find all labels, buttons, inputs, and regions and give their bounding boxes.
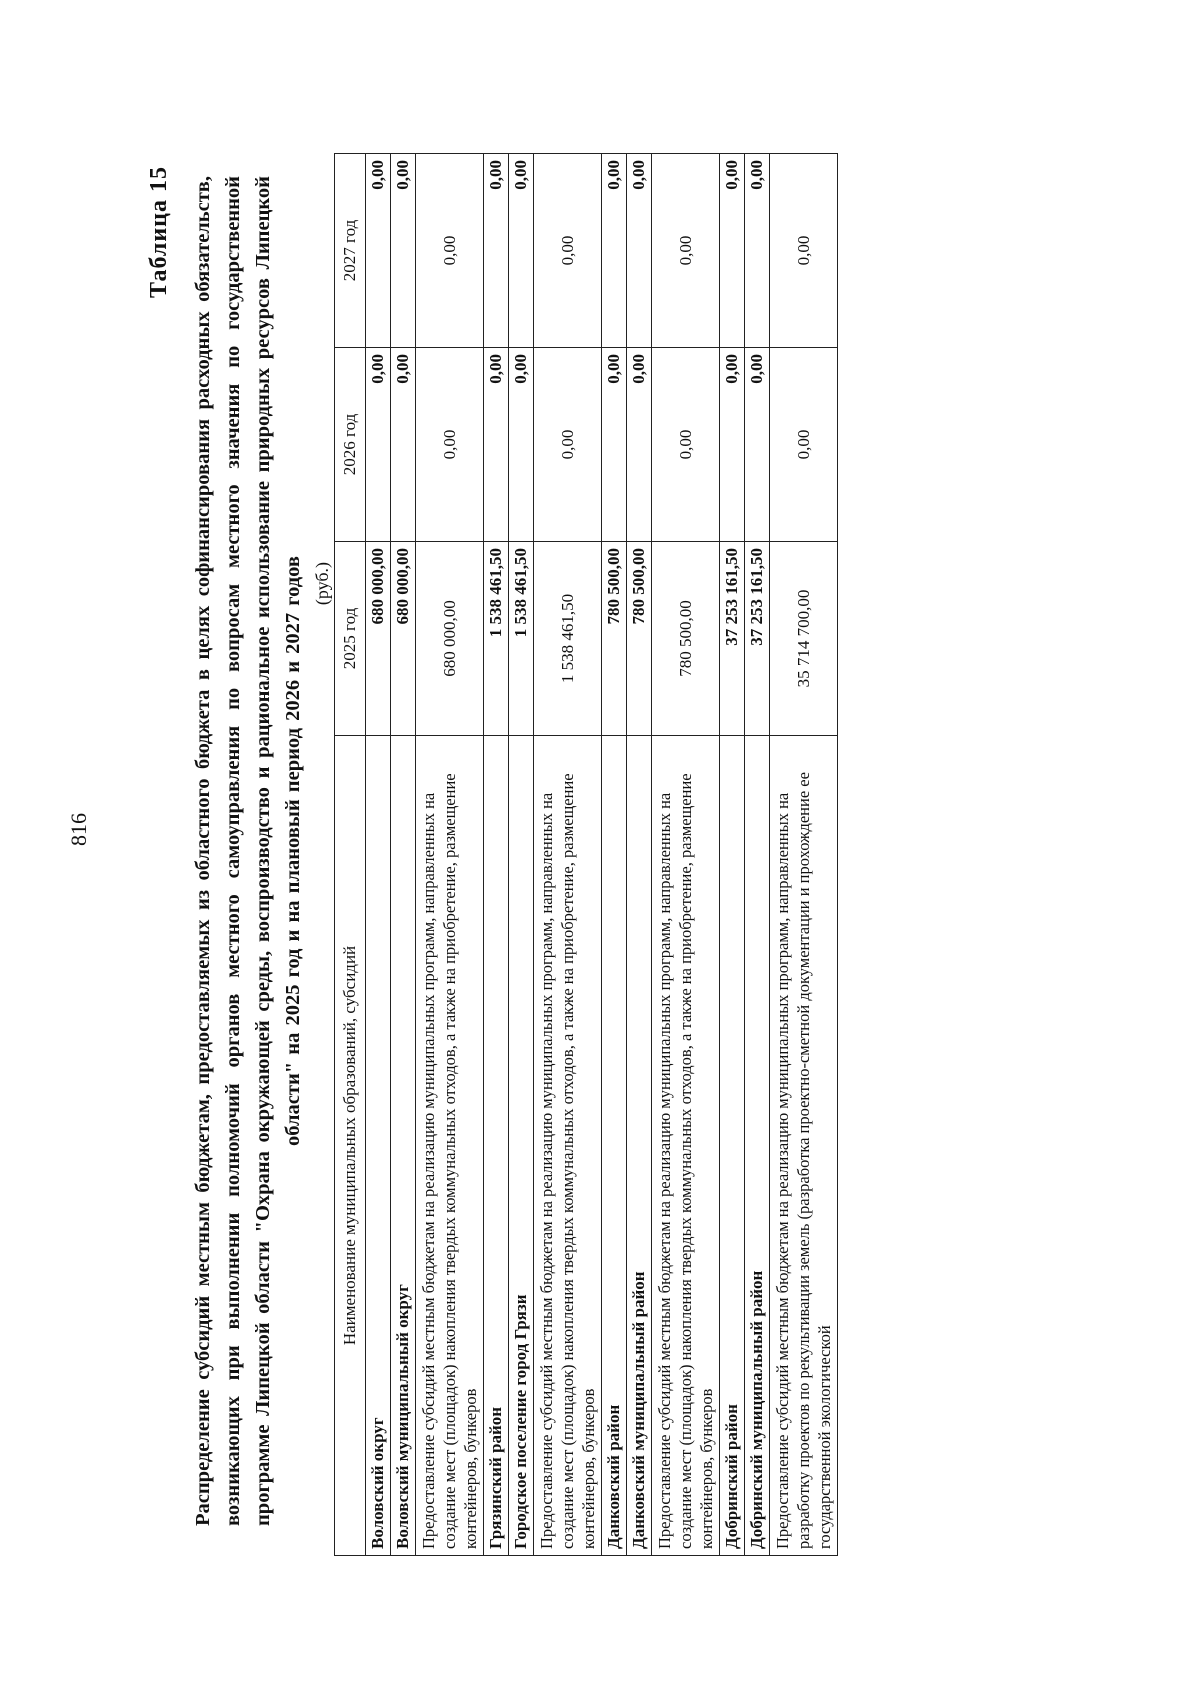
table-row — [534, 154, 602, 1556]
row-name: Городское поселение город Грязи — [509, 736, 534, 1556]
value-2026: 0,00 — [366, 348, 391, 542]
table-row — [720, 154, 745, 1556]
value-2027: 0,00 — [627, 154, 652, 348]
value-2027: 0,00 — [416, 154, 484, 348]
value-2027: 0,00 — [652, 154, 720, 348]
value-2026: 0,00 — [602, 348, 627, 542]
table-row — [745, 154, 770, 1556]
document-title: Распределение субсидий местным бюджетам, предоставляемых из областного бюджета в целях софинансирования расходных обязательств, возникающих при выполнении полномочий органов местного самоуправления по вопросам местного значения по государственной программе Липецкой области "Охрана окружающей среды, воспроизводство и рациональное использование природных ресурсов Липецкой области" на 2025 год и на плановый период 2026 и 2027 годов — [192, 176, 304, 1526]
value-2027: 0,00 — [366, 154, 391, 348]
row-name: Предоставление субсидий местным бюджетам на реализацию муниципальных программ, направленных на создание мест (площадок) накопления твердых коммунальных отходов, а также на приобретение, размещение контейнеров, бункеров — [652, 736, 720, 1556]
value-2025: 1 538 461,50 — [509, 542, 534, 736]
page-number: 816 — [66, 813, 91, 846]
value-2025: 680 000,00 — [391, 542, 416, 736]
value-2027: 0,00 — [484, 154, 509, 348]
value-2027: 0,00 — [534, 154, 602, 348]
table-row — [652, 154, 720, 1556]
table-row — [627, 154, 652, 1556]
subsidy-table — [334, 153, 838, 1556]
row-name: Данковский муниципальный район — [627, 736, 652, 1556]
value-2026: 0,00 — [652, 348, 720, 542]
table-header-row — [335, 154, 366, 1556]
row-name: Воловский округ — [366, 736, 391, 1556]
value-2025: 780 500,00 — [602, 542, 627, 736]
value-2025: 37 253 161,50 — [745, 542, 770, 736]
table-label: Таблица 15 — [146, 166, 172, 298]
table-row — [416, 154, 484, 1556]
row-name: Грязинский район — [484, 736, 509, 1556]
value-2026: 0,00 — [509, 348, 534, 542]
value-2025: 35 714 700,00 — [770, 542, 838, 736]
unit-label: (руб.) — [312, 562, 332, 606]
row-name: Воловский муниципальный округ — [391, 736, 416, 1556]
value-2026: 0,00 — [720, 348, 745, 542]
value-2025: 780 500,00 — [627, 542, 652, 736]
value-2026: 0,00 — [745, 348, 770, 542]
table-row — [602, 154, 627, 1556]
value-2027: 0,00 — [602, 154, 627, 348]
table-row — [484, 154, 509, 1556]
value-2026: 0,00 — [416, 348, 484, 542]
value-2025: 1 538 461,50 — [534, 542, 602, 736]
table-row — [391, 154, 416, 1556]
row-name: Предоставление субсидий местным бюджетам на реализацию муниципальных программ, направленных на создание мест (площадок) накопления твердых коммунальных отходов, а также на приобретение, размещение контейнеров, бункеров — [534, 736, 602, 1556]
table-row — [770, 154, 838, 1556]
row-name: Предоставление субсидий местным бюджетам на реализацию муниципальных программ, направленных на разработку проектов по рекультивации земель (разработка проектно-сметной документации и прохождение ее государственной экологической — [770, 736, 838, 1556]
value-2027: 0,00 — [391, 154, 416, 348]
value-2026: 0,00 — [770, 348, 838, 542]
value-2026: 0,00 — [627, 348, 652, 542]
header-2027: 2027 год — [335, 154, 366, 348]
value-2025: 37 253 161,50 — [720, 542, 745, 736]
value-2026: 0,00 — [534, 348, 602, 542]
value-2027: 0,00 — [745, 154, 770, 348]
table-row — [366, 154, 391, 1556]
value-2027: 0,00 — [770, 154, 838, 348]
value-2025: 780 500,00 — [652, 542, 720, 736]
value-2025: 1 538 461,50 — [484, 542, 509, 736]
row-name: Добринский муниципальный район — [745, 736, 770, 1556]
row-name: Добринский район — [720, 736, 745, 1556]
value-2027: 0,00 — [509, 154, 534, 348]
header-2026: 2026 год — [335, 348, 366, 542]
value-2025: 680 000,00 — [416, 542, 484, 736]
value-2026: 0,00 — [391, 348, 416, 542]
value-2027: 0,00 — [720, 154, 745, 348]
value-2026: 0,00 — [484, 348, 509, 542]
header-name: Наименование муниципальных образований, субсидий — [335, 736, 366, 1556]
value-2025: 680 000,00 — [366, 542, 391, 736]
rotated-page-content — [146, 136, 1048, 1566]
row-name: Предоставление субсидий местным бюджетам на реализацию муниципальных программ, направленных на создание мест (площадок) накопления твердых коммунальных отходов, а также на приобретение, размещение контейнеров, бункеров — [416, 736, 484, 1556]
table-row — [509, 154, 534, 1556]
header-2025: 2025 год — [335, 542, 366, 736]
row-name: Данковский район — [602, 736, 627, 1556]
